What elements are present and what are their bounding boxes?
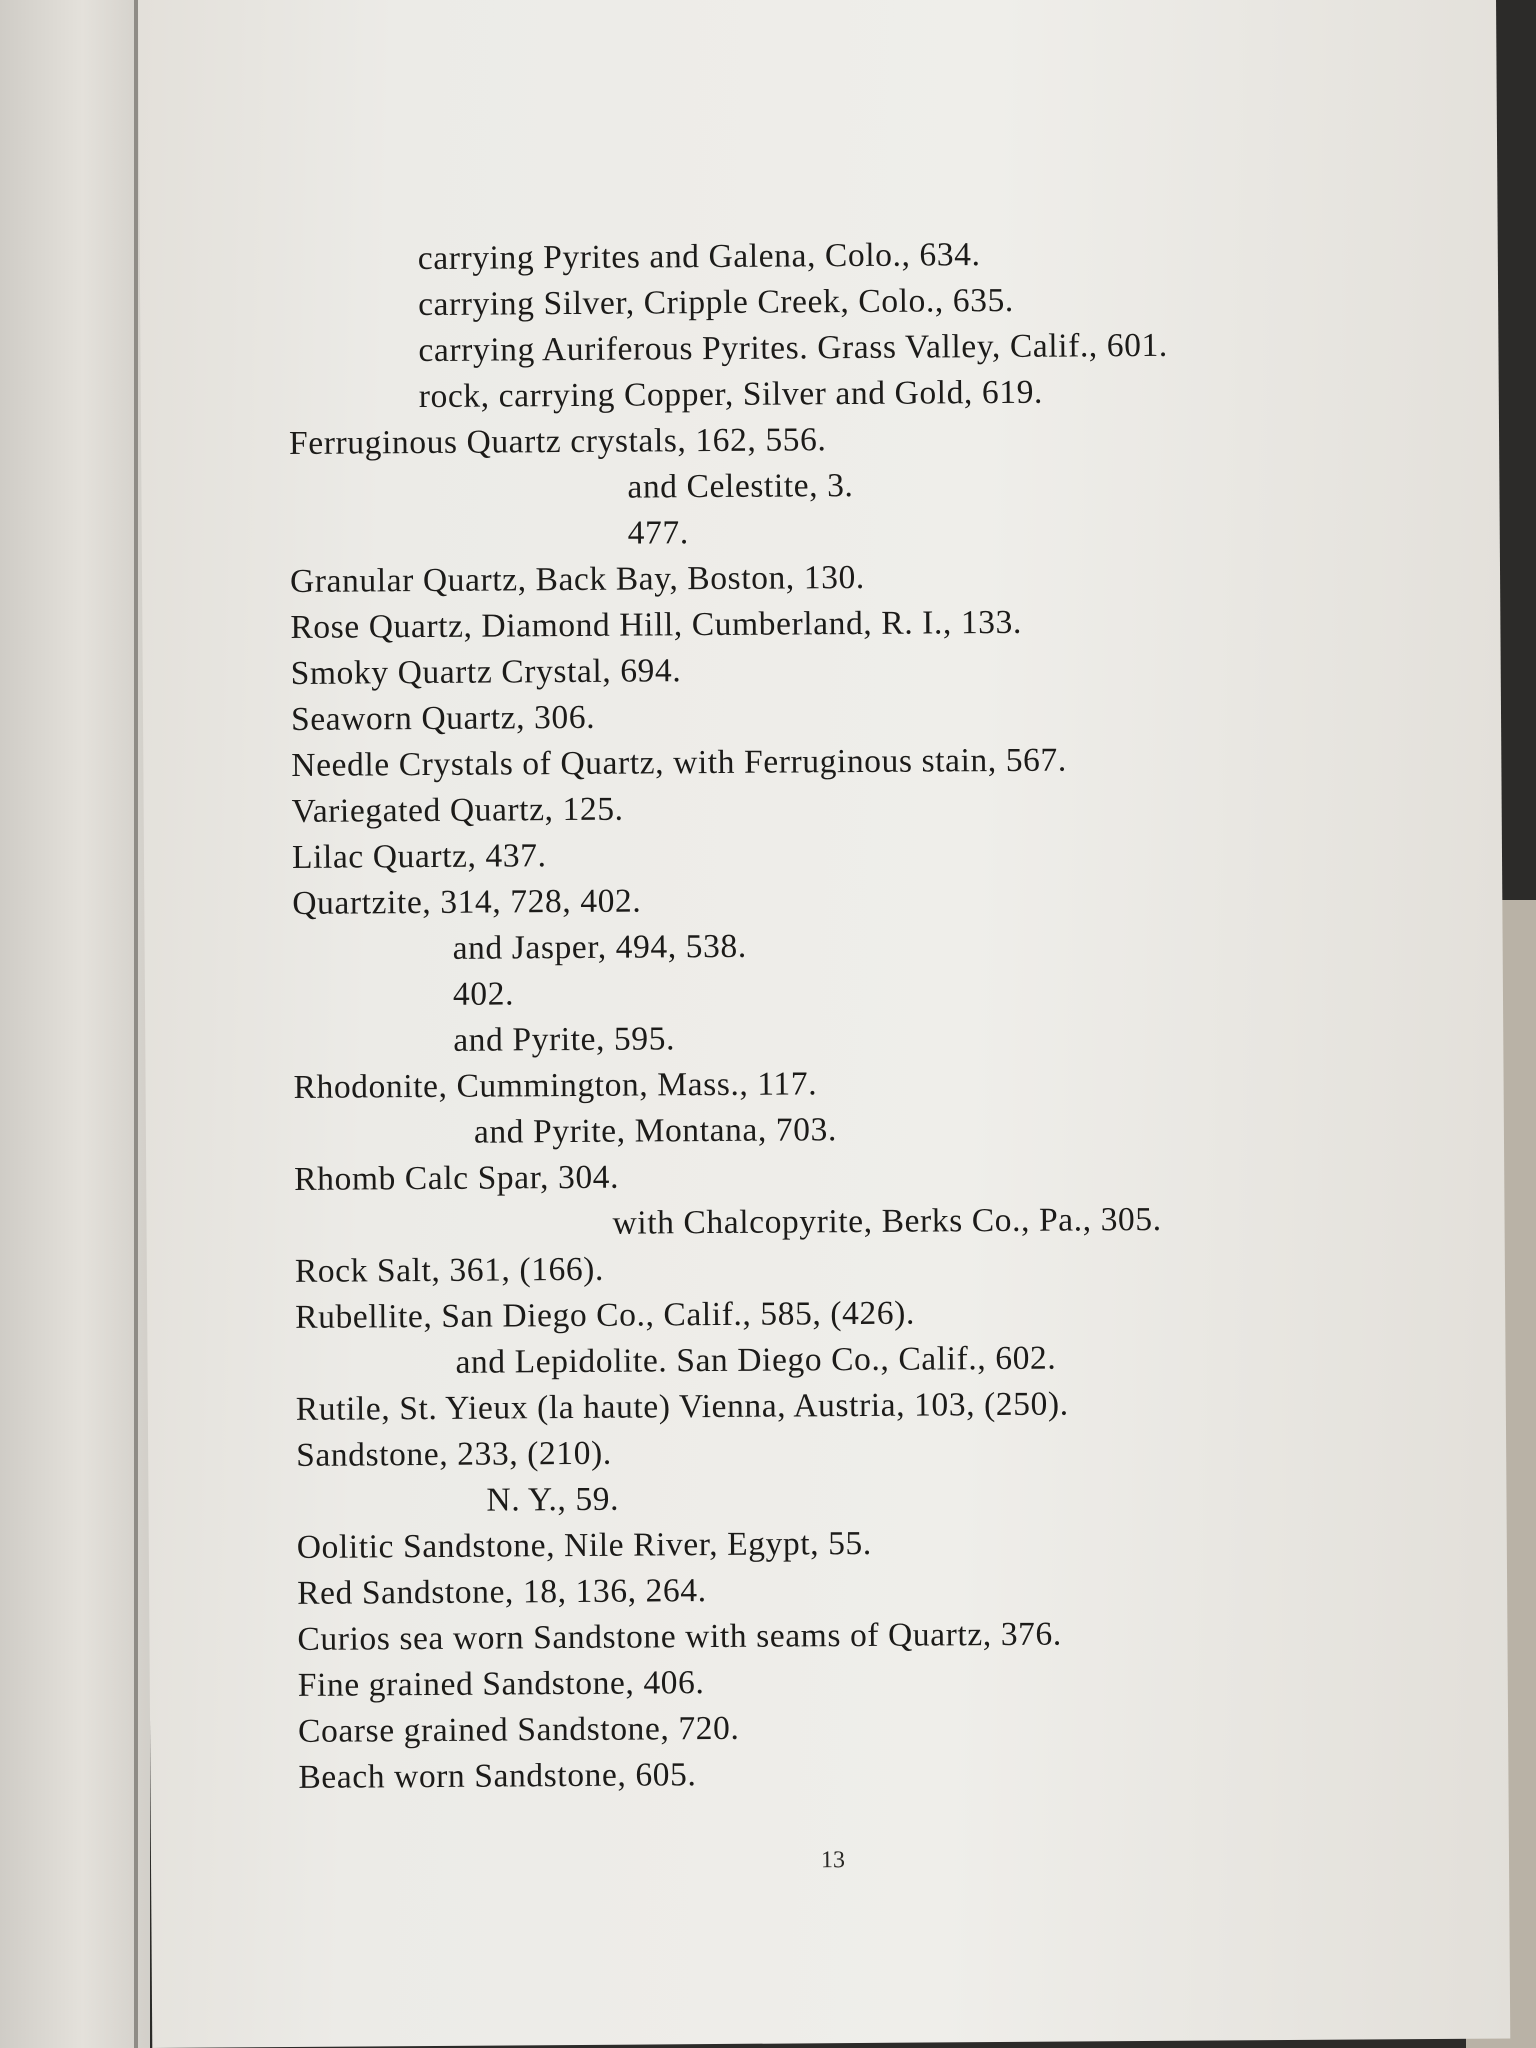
- page-number: 13: [820, 1847, 846, 1874]
- index-line: and Pyrite, 595.: [453, 1020, 676, 1059]
- index-line: Sandstone, 233, (210).: [296, 1434, 612, 1474]
- index-line: and Pyrite, Montana, 703.: [473, 1111, 838, 1151]
- index-line: Needle Crystals of Quartz, with Ferruginous stain, 567.: [291, 741, 1067, 784]
- index-line: carrying Auriferous Pyrites. Grass Valley, Calif., 601.: [418, 326, 1168, 370]
- index-line: Ferruginous Quartz crystals, 162, 556.: [288, 421, 827, 462]
- index-line: Curios sea worn Sandstone with seams of Quartz, 376.: [297, 1615, 1062, 1658]
- index-line: Rutile, St. Yieux (la haute) Vienna, Austria, 103, (250).: [295, 1385, 1069, 1428]
- index-line: Rubellite, San Diego Co., Calif., 585, (426).: [295, 1294, 916, 1336]
- index-line: Lilac Quartz, 437.: [291, 837, 547, 876]
- index-line: and Lepidolite. San Diego Co., Calif., 602.: [455, 1339, 1057, 1381]
- index-line: Variegated Quartz, 125.: [291, 790, 624, 830]
- index-line: Rhodonite, Cummington, Mass., 117.: [293, 1065, 818, 1106]
- index-line: Red Sandstone, 18, 136, 264.: [296, 1572, 707, 1612]
- index-line: carrying Pyrites and Galena, Colo., 634.: [417, 236, 981, 278]
- index-line: Coarse grained Sandstone, 720.: [297, 1709, 740, 1750]
- index-line: Rose Quartz, Diamond Hill, Cumberland, R. I., 133.: [290, 603, 1023, 646]
- index-line: rock, carrying Copper, Silver and Gold, 619.: [418, 373, 1044, 416]
- index-line: Fine grained Sandstone, 406.: [297, 1664, 705, 1704]
- index-line: 402.: [452, 975, 515, 1013]
- index-list: [288, 229, 1469, 1801]
- index-line: Granular Quartz, Back Bay, Boston, 130.: [289, 558, 865, 600]
- index-line: Rock Salt, 361, (166).: [294, 1250, 605, 1290]
- index-line: Rhomb Calc Spar, 304.: [294, 1158, 620, 1198]
- index-line: Smoky Quartz Crystal, 694.: [290, 652, 682, 692]
- index-line: Beach worn Sandstone, 605.: [298, 1756, 697, 1796]
- index-line: and Celestite, 3.: [627, 467, 854, 506]
- index-line: Oolitic Sandstone, Nile River, Egypt, 55.: [296, 1524, 872, 1566]
- binding-shadow: [134, 0, 138, 2048]
- index-line: N. Y., 59.: [486, 1480, 620, 1519]
- index-line: Quartzite, 314, 728, 402.: [292, 882, 642, 922]
- index-line: 477.: [627, 514, 689, 552]
- index-line: and Jasper, 494, 538.: [452, 927, 747, 967]
- index-line: Seaworn Quartz, 306.: [290, 698, 596, 738]
- book-page: [138, 0, 1510, 2048]
- left-page-edge: [0, 0, 150, 2048]
- index-line: carrying Silver, Cripple Creek, Colo., 635.: [418, 281, 1014, 324]
- index-line: with Chalcopyrite, Berks Co., Pa., 305.: [612, 1200, 1162, 1242]
